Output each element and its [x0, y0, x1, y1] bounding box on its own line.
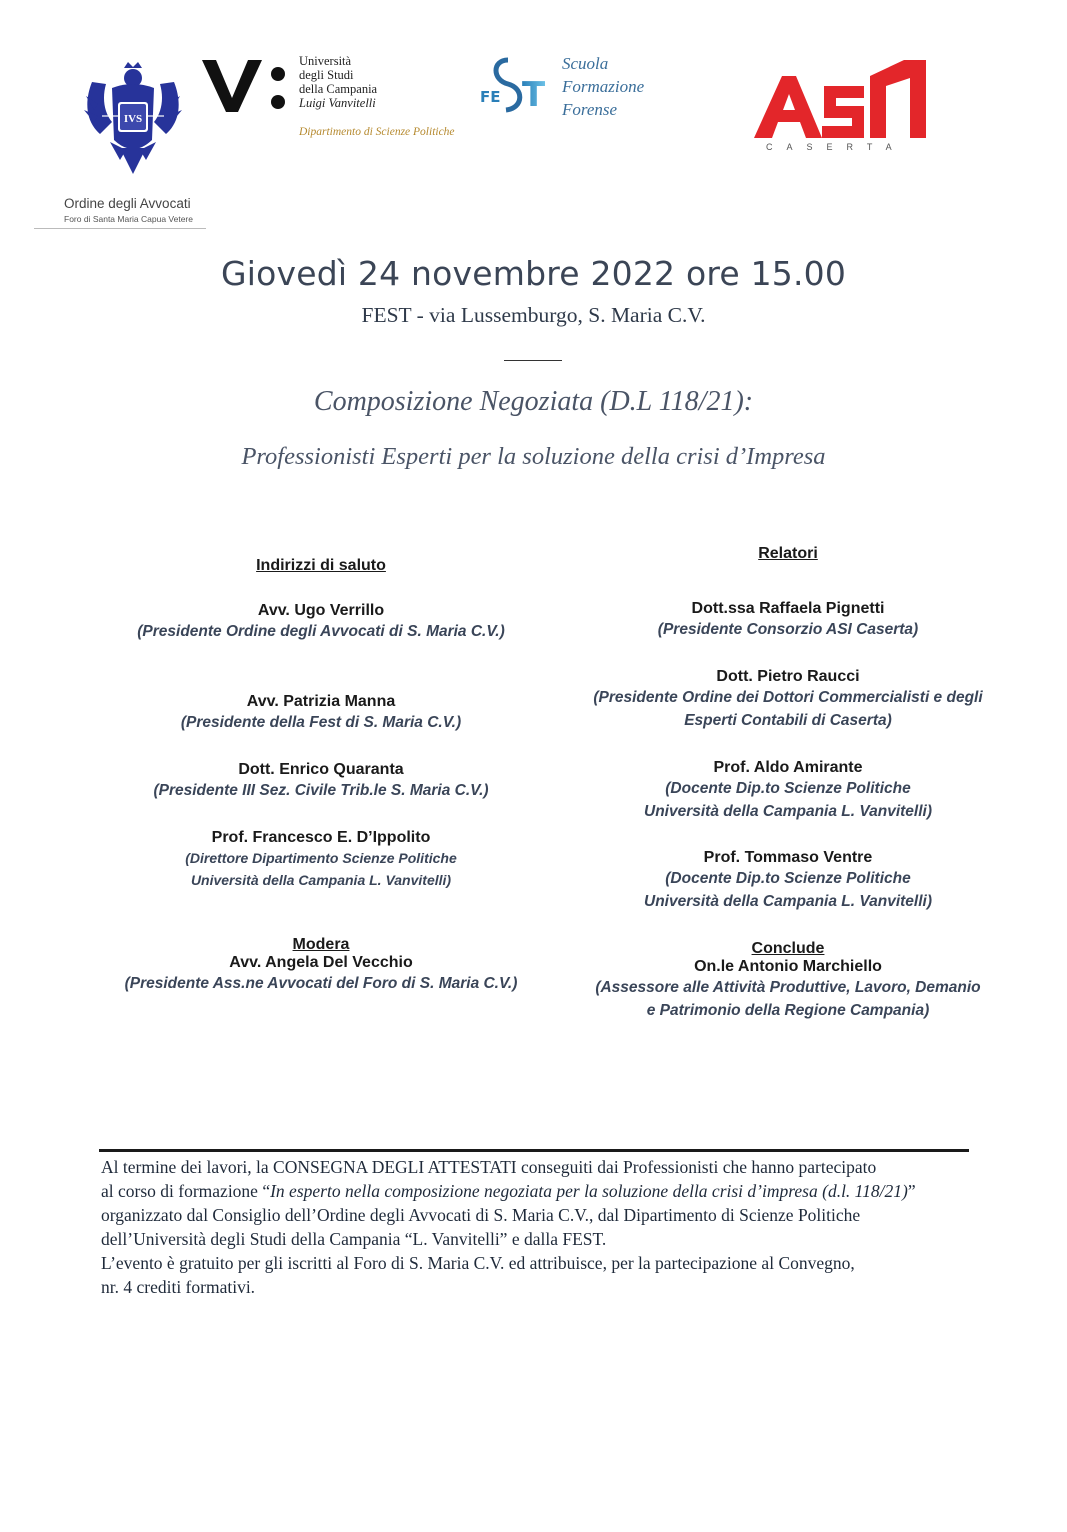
convegno-subtitle: Professionisti Esperti per la soluzione della crisi d’Impresa	[241, 443, 826, 470]
footer-line-4: dell’Università degli Studi della Campania “L. Vanvitelli” e dalla FEST.	[101, 1229, 607, 1249]
relatori-heading-wrap	[548, 545, 1028, 563]
uni-department: Dipartimento di Scienze Politiche	[299, 126, 455, 138]
speaker-manna	[81, 693, 561, 734]
fest-line-2: Formazione	[562, 77, 645, 96]
relatori-heading: Relatori	[758, 545, 818, 562]
modera-heading: Modera	[292, 936, 350, 953]
saluti-heading: Indirizzi di saluto	[256, 557, 386, 574]
footer-rule	[99, 1149, 969, 1152]
speaker-role: (Presidente della Fest di S. Maria C.V.)	[180, 714, 462, 731]
universita-name	[299, 54, 377, 110]
speaker-role-line1: (Assessore alle Attività Produttive, Lavoro, Demanio	[595, 979, 981, 996]
speaker-role: (Presidente III Sez. Civile Trib.le S. Maria C.V.)	[153, 782, 489, 799]
fest-name	[562, 52, 644, 121]
speaker-name: Avv. Patrizia Manna	[246, 693, 396, 710]
conclude-heading: Conclude	[751, 940, 825, 957]
speaker-role-line1: (Docente Dip.to Scienze Politiche	[665, 780, 911, 797]
ordine-divider	[34, 228, 206, 229]
speaker-raucci	[548, 668, 1028, 732]
speaker-name: Dott. Pietro Raucci	[716, 668, 860, 685]
speaker-name: On.le Antonio Marchiello	[694, 958, 882, 975]
fest-logo	[478, 50, 658, 125]
speaker-dippolito	[81, 829, 561, 891]
event-venue: FEST - via Lussemburgo, S. Maria C.V.	[361, 303, 706, 327]
footer-line-3: organizzato dal Consiglio dell’Ordine degli Avvocati di S. Maria C.V., dal Dipartimento di Scienze Politiche	[101, 1205, 861, 1225]
asi-caserta-logo	[752, 58, 932, 160]
speaker-name: Avv. Angela Del Vecchio	[229, 954, 413, 971]
ordine-subtitle: Foro di Santa Maria Capua Vetere	[64, 214, 193, 224]
ordine-name: Ordine degli Avvocati	[64, 196, 191, 211]
footer-course-title: In esperto nella composizione negoziata per la soluzione della crisi d’impresa (d.l. 118/21)	[270, 1181, 908, 1201]
speaker-pignetti	[548, 600, 1028, 641]
speaker-verrillo	[81, 602, 561, 643]
svg-text:T: T	[522, 75, 546, 115]
speaker-role-line1: (Docente Dip.to Scienze Politiche	[665, 870, 911, 887]
speaker-name: Dott.ssa Raffaela Pignetti	[691, 600, 885, 617]
footer-line-2-a: al corso di formazione “	[101, 1181, 271, 1201]
speaker-name: Avv. Ugo Verrillo	[257, 602, 385, 619]
speaker-role: (Presidente Ordine degli Avvocati di S. Maria C.V.)	[137, 623, 505, 640]
footer-line-1: Al termine dei lavori, la CONSEGNA DEGLI ATTESTATI conseguiti dai Professionisti che hanno partecipato	[101, 1157, 877, 1177]
speaker-amirante	[548, 759, 1028, 823]
vanvitelli-v-mark-icon	[200, 56, 292, 116]
footer-line-5: L’evento è gratuito per gli iscritti al Foro di S. Maria C.V. ed attribuisce, per la partecipazione al Convegno,	[101, 1253, 855, 1273]
fest-line-1: Scuola	[562, 54, 609, 73]
uni-line-1: Università	[299, 54, 352, 68]
speaker-name: Prof. Tommaso Ventre	[703, 849, 873, 866]
uni-line-3: della Campania	[299, 82, 378, 96]
asi-subtitle: CASERTA	[766, 142, 906, 152]
universita-vanvitelli-logo	[200, 54, 480, 146]
speaker-role-line1: (Presidente Ordine dei Dottori Commercialisti e degli	[593, 689, 983, 706]
asi-mark-icon	[752, 58, 932, 142]
speaker-role-line2: Università della Campania L. Vanvitelli)	[190, 872, 452, 888]
saluti-heading-wrap	[81, 557, 561, 575]
speaker-role-line1: (Direttore Dipartimento Scienze Politiche	[185, 850, 457, 866]
speaker-role-line2: Esperti Contabili di Caserta)	[684, 712, 892, 729]
seal-text: IVS	[123, 113, 143, 125]
fest-mark-icon	[478, 50, 558, 122]
footer-line-2-c: ”	[907, 1181, 916, 1201]
speaker-role-line2: Università della Campania L. Vanvitelli)	[644, 893, 932, 910]
speaker-quaranta	[81, 761, 561, 802]
conclude-block	[548, 940, 1028, 1022]
fest-line-3: Forense	[562, 100, 618, 119]
ordine-avvocati-logo	[34, 62, 209, 232]
uni-line-4: Luigi Vanvitelli	[299, 96, 376, 110]
speaker-name: Prof. Aldo Amirante	[713, 759, 863, 776]
footer-line-6: nr. 4 crediti formativi.	[101, 1277, 256, 1297]
header-separator	[504, 360, 562, 361]
speaker-role-line2: e Patrimonio della Regione Campania)	[646, 1002, 930, 1019]
speaker-name: Prof. Francesco E. D’Ippolito	[211, 829, 431, 846]
speaker-name: Dott. Enrico Quaranta	[238, 761, 404, 778]
speaker-role: (Presidente Ass.ne Avvocati del Foro di S. Maria C.V.)	[124, 975, 518, 992]
speaker-role: (Presidente Consorzio ASI Caserta)	[657, 621, 919, 638]
footer-notice	[101, 1155, 971, 1299]
convegno-title: Composizione Negoziata (D.L 118/21):	[313, 386, 754, 417]
speaker-role-line2: Università della Campania L. Vanvitelli)	[644, 803, 932, 820]
uni-line-2: degli Studi	[299, 68, 354, 82]
moderatore-block	[81, 936, 561, 995]
eagle-seal-icon	[82, 62, 184, 174]
event-date: Giovedì 24 novembre 2022 ore 15.00	[220, 254, 847, 293]
footer-line-2	[101, 1179, 971, 1203]
speaker-ventre	[548, 849, 1028, 913]
svg-text:FE: FE	[480, 88, 501, 106]
